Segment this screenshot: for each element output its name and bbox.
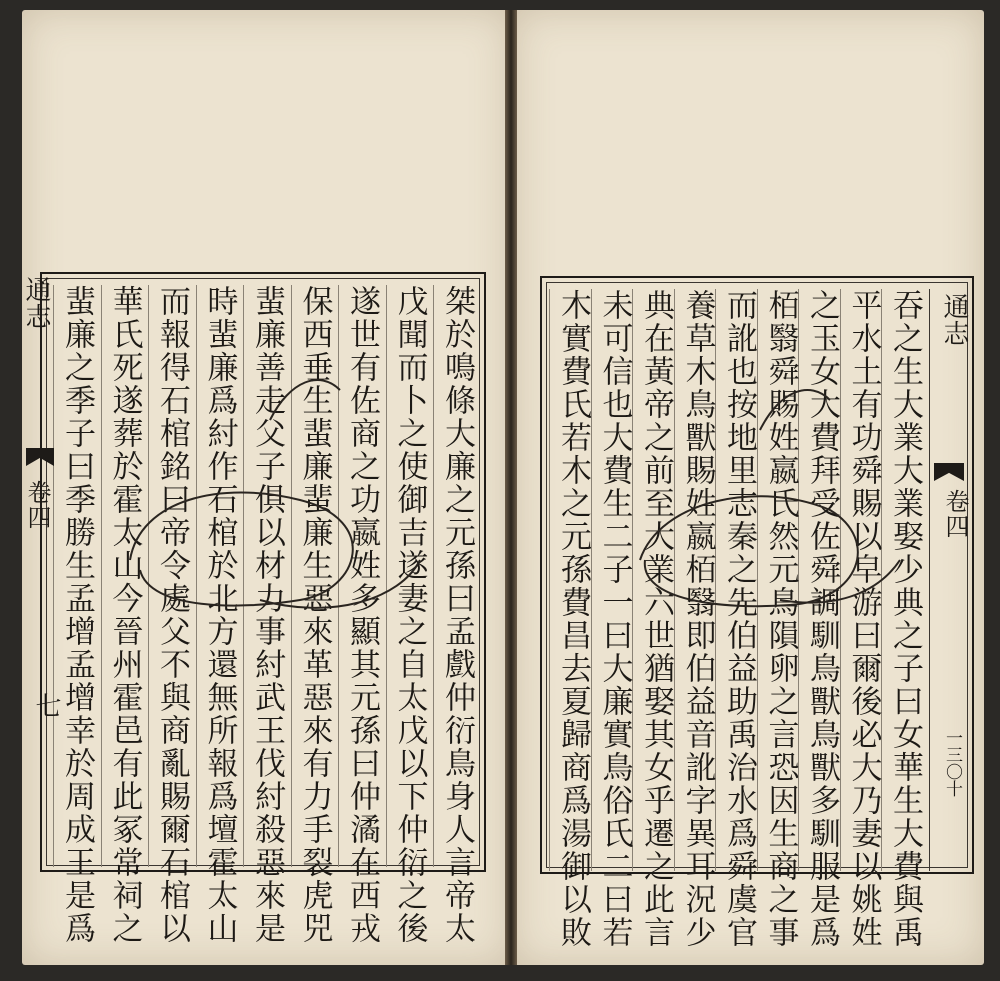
right-banxin-title: 通志 xyxy=(939,293,969,347)
left-banxin-title: 通志 xyxy=(21,276,51,330)
left-text-column: 桀於鳴條大廉之元孫曰孟戲仲衍鳥身人言帝太 xyxy=(433,285,480,867)
right-banxin-volume: 卷四 xyxy=(941,489,969,539)
left-text-column: 保西垂生蜚廉蜚廉生惡來革惡來有力手裂虎兕 xyxy=(291,285,338,867)
left-banxin xyxy=(21,272,61,872)
right-text-column: 栢翳舜賜姓嬴氏然元鳥隕卵之言恐因生商之事 xyxy=(757,289,804,871)
left-text-column: 遂世有佐商之功嬴姓多顯其元孫曰仲潏在西戎 xyxy=(338,285,385,867)
book-gutter xyxy=(505,10,517,965)
right-inner-border xyxy=(546,282,969,949)
right-text-column: 而訛也按地里志秦之先伯益助禹治水爲舜虞官 xyxy=(715,289,762,871)
left-text-column: 蜚廉之季子曰季勝生孟增孟增幸於周成王是爲 xyxy=(53,285,100,867)
right-text-column: 木實費氏若木之元孫費昌去夏歸商爲湯御以敗 xyxy=(549,289,596,871)
right-text-column: 平水土有功舜賜以皁游曰爾後必大乃妻以姚姓 xyxy=(840,289,887,871)
left-inner-border xyxy=(46,278,480,945)
right-banxin xyxy=(929,289,968,871)
left-text-column: 而報得石棺銘曰帝令處父不與商亂賜爾石棺以 xyxy=(148,285,195,867)
left-text-column: 戊聞而卜之使御吉遂妻之自太戊以下仲衍之後 xyxy=(386,285,433,867)
right-fish-tail xyxy=(934,463,964,481)
left-text-column: 時蜚廉爲紂作石棺於北方還無所報爲壇霍太山 xyxy=(196,285,243,867)
right-text-column: 吞之生大業大業娶少典之子曰女華生大費與禹 xyxy=(881,289,928,871)
left-banxin-volume: 卷四 xyxy=(23,480,51,530)
left-banxin-page-no: 七 xyxy=(31,692,61,718)
right-text-frame xyxy=(540,276,974,949)
left-fish-tail xyxy=(26,448,54,466)
right-banxin-page-no: 一三〇十 xyxy=(942,729,962,797)
right-text-column: 未可信也大費生二子一曰大廉實鳥俗氏二曰若 xyxy=(591,289,638,871)
left-text-column: 蜚廉善走父子俱以材力事紂武王伐紂殺惡來是 xyxy=(243,285,290,867)
left-text-column: 華氏死遂葬於霍太山今晉州霍邑有此冢常祠之 xyxy=(101,285,148,867)
left-text-frame xyxy=(40,272,486,945)
right-text-column: 養草木鳥獸賜姓嬴栢翳即伯益音訛字異耳況少 xyxy=(674,289,721,871)
right-text-column: 典在黃帝之前至大業六世猶娶其女乎遷之此言 xyxy=(632,289,679,871)
right-text-column: 之玉女大費拜受佐舜調馴鳥獸鳥獸多馴服是爲 xyxy=(798,289,845,871)
